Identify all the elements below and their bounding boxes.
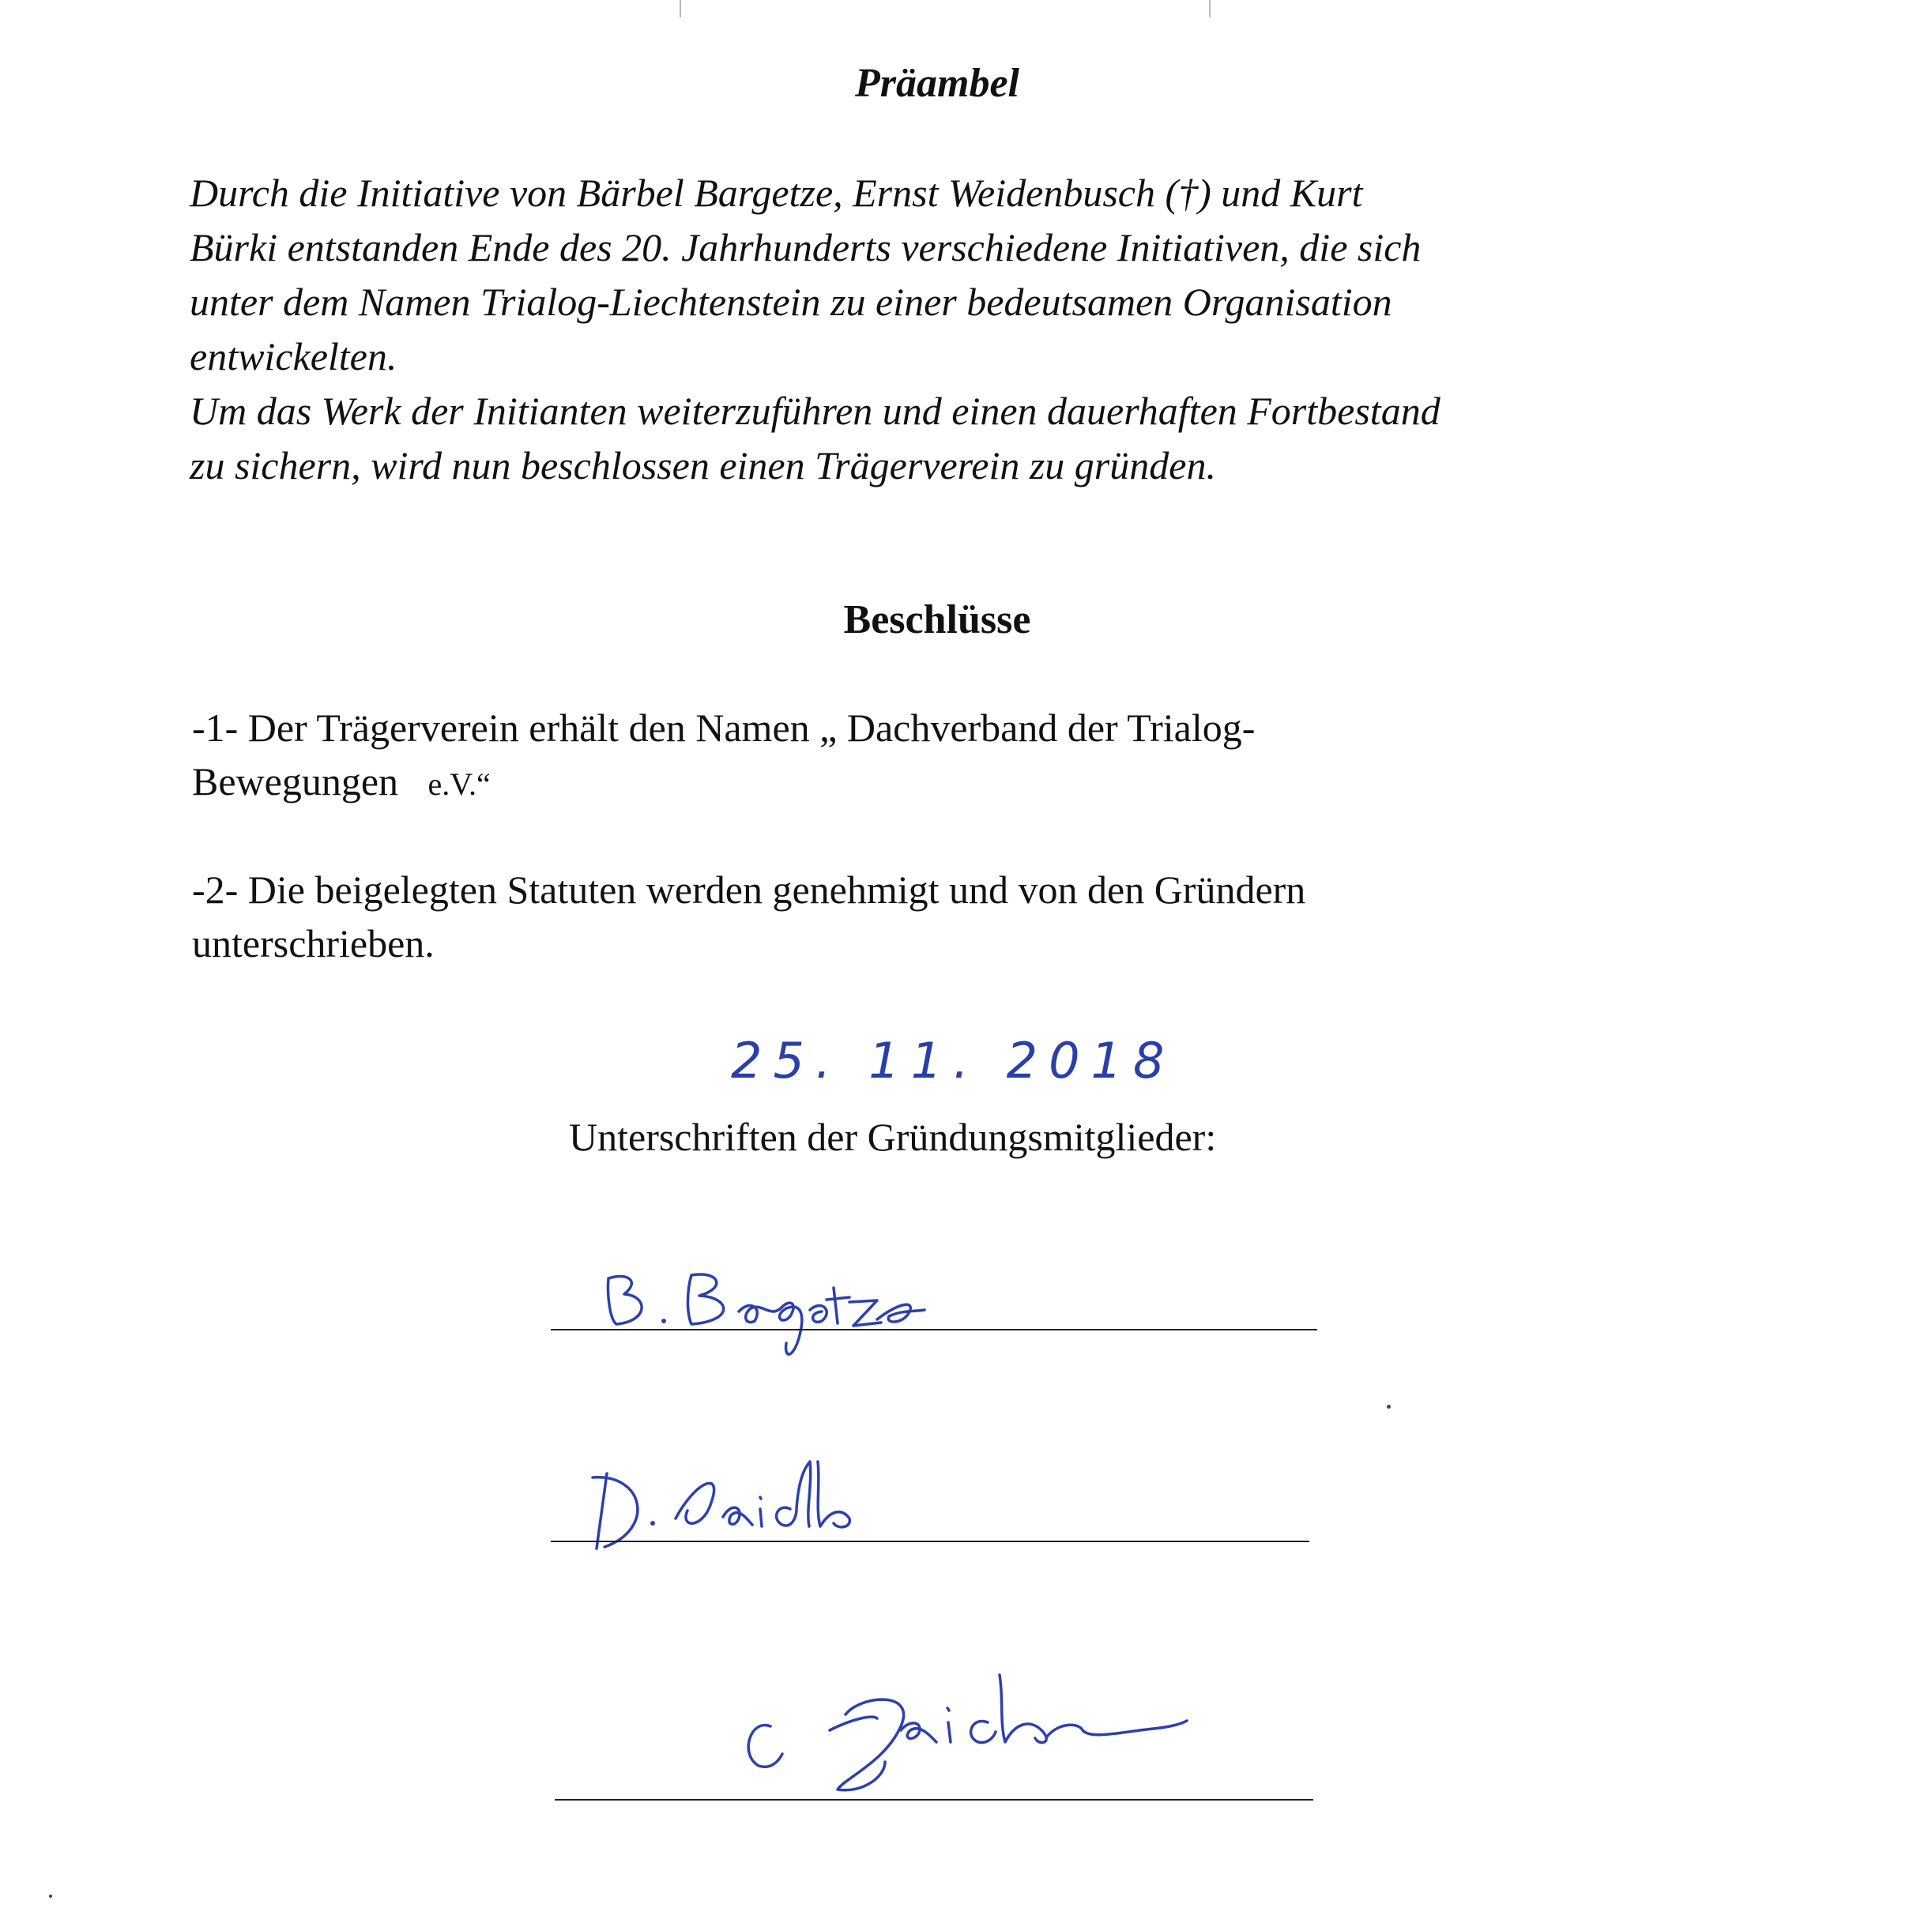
signature-3-image bbox=[727, 1643, 1217, 1801]
scan-mark bbox=[680, 0, 686, 17]
scan-speck bbox=[1387, 1405, 1391, 1409]
signature-1-line bbox=[551, 1329, 1317, 1330]
preamble-line: entwickelten. bbox=[190, 334, 397, 378]
resolution-line bbox=[192, 755, 1757, 808]
signature-1-image bbox=[593, 1264, 1035, 1375]
signature-2-line bbox=[551, 1541, 1309, 1542]
scan-speck bbox=[49, 1895, 52, 1898]
handwritten-date: 25. 11. 2018 bbox=[731, 1032, 1176, 1089]
preamble-line: Durch die Initiative von Bärbel Bargetze, Ernst Weidenbusch (†) und Kurt bbox=[190, 171, 1363, 215]
resolution-item-2 bbox=[192, 863, 1757, 970]
preamble-title: Präambel bbox=[855, 61, 1019, 106]
resolution-item-1 bbox=[192, 701, 1757, 808]
preamble-line: unter dem Namen Trialog-Liechtenstein zu einer bedeutsamen Organisation bbox=[190, 280, 1392, 324]
preamble-line: zu sichern, wird nun beschlossen einen Trägerverein zu gründen. bbox=[190, 443, 1216, 487]
preamble-line: Bürki entstanden Ende des 20. Jahrhunderts verschiedene Initiativen, die sich bbox=[190, 225, 1422, 269]
resolution-line: unterschrieben. bbox=[192, 921, 435, 965]
legal-form-suffix: e.V.“ bbox=[427, 766, 491, 802]
preamble-text bbox=[190, 166, 1738, 493]
resolution-line: -1- Der Trägerverein erhält den Namen „ Dachverband der Trialog- bbox=[192, 706, 1256, 750]
signatures-caption: Unterschriften der Gründungsmitglieder: bbox=[569, 1115, 1217, 1159]
preamble-line: Um das Werk der Initianten weiterzuführen und einen dauerhaften Fortbestand bbox=[190, 389, 1441, 433]
scan-mark bbox=[1209, 0, 1215, 17]
signature-3-line bbox=[555, 1799, 1313, 1801]
resolution-text: Bewegungen bbox=[192, 759, 399, 803]
signature-2-image bbox=[585, 1454, 948, 1564]
resolutions-title: Beschlüsse bbox=[843, 597, 1031, 642]
resolution-line: -2- Die beigelegten Statuten werden genehmigt und von den Gründern bbox=[192, 867, 1306, 912]
